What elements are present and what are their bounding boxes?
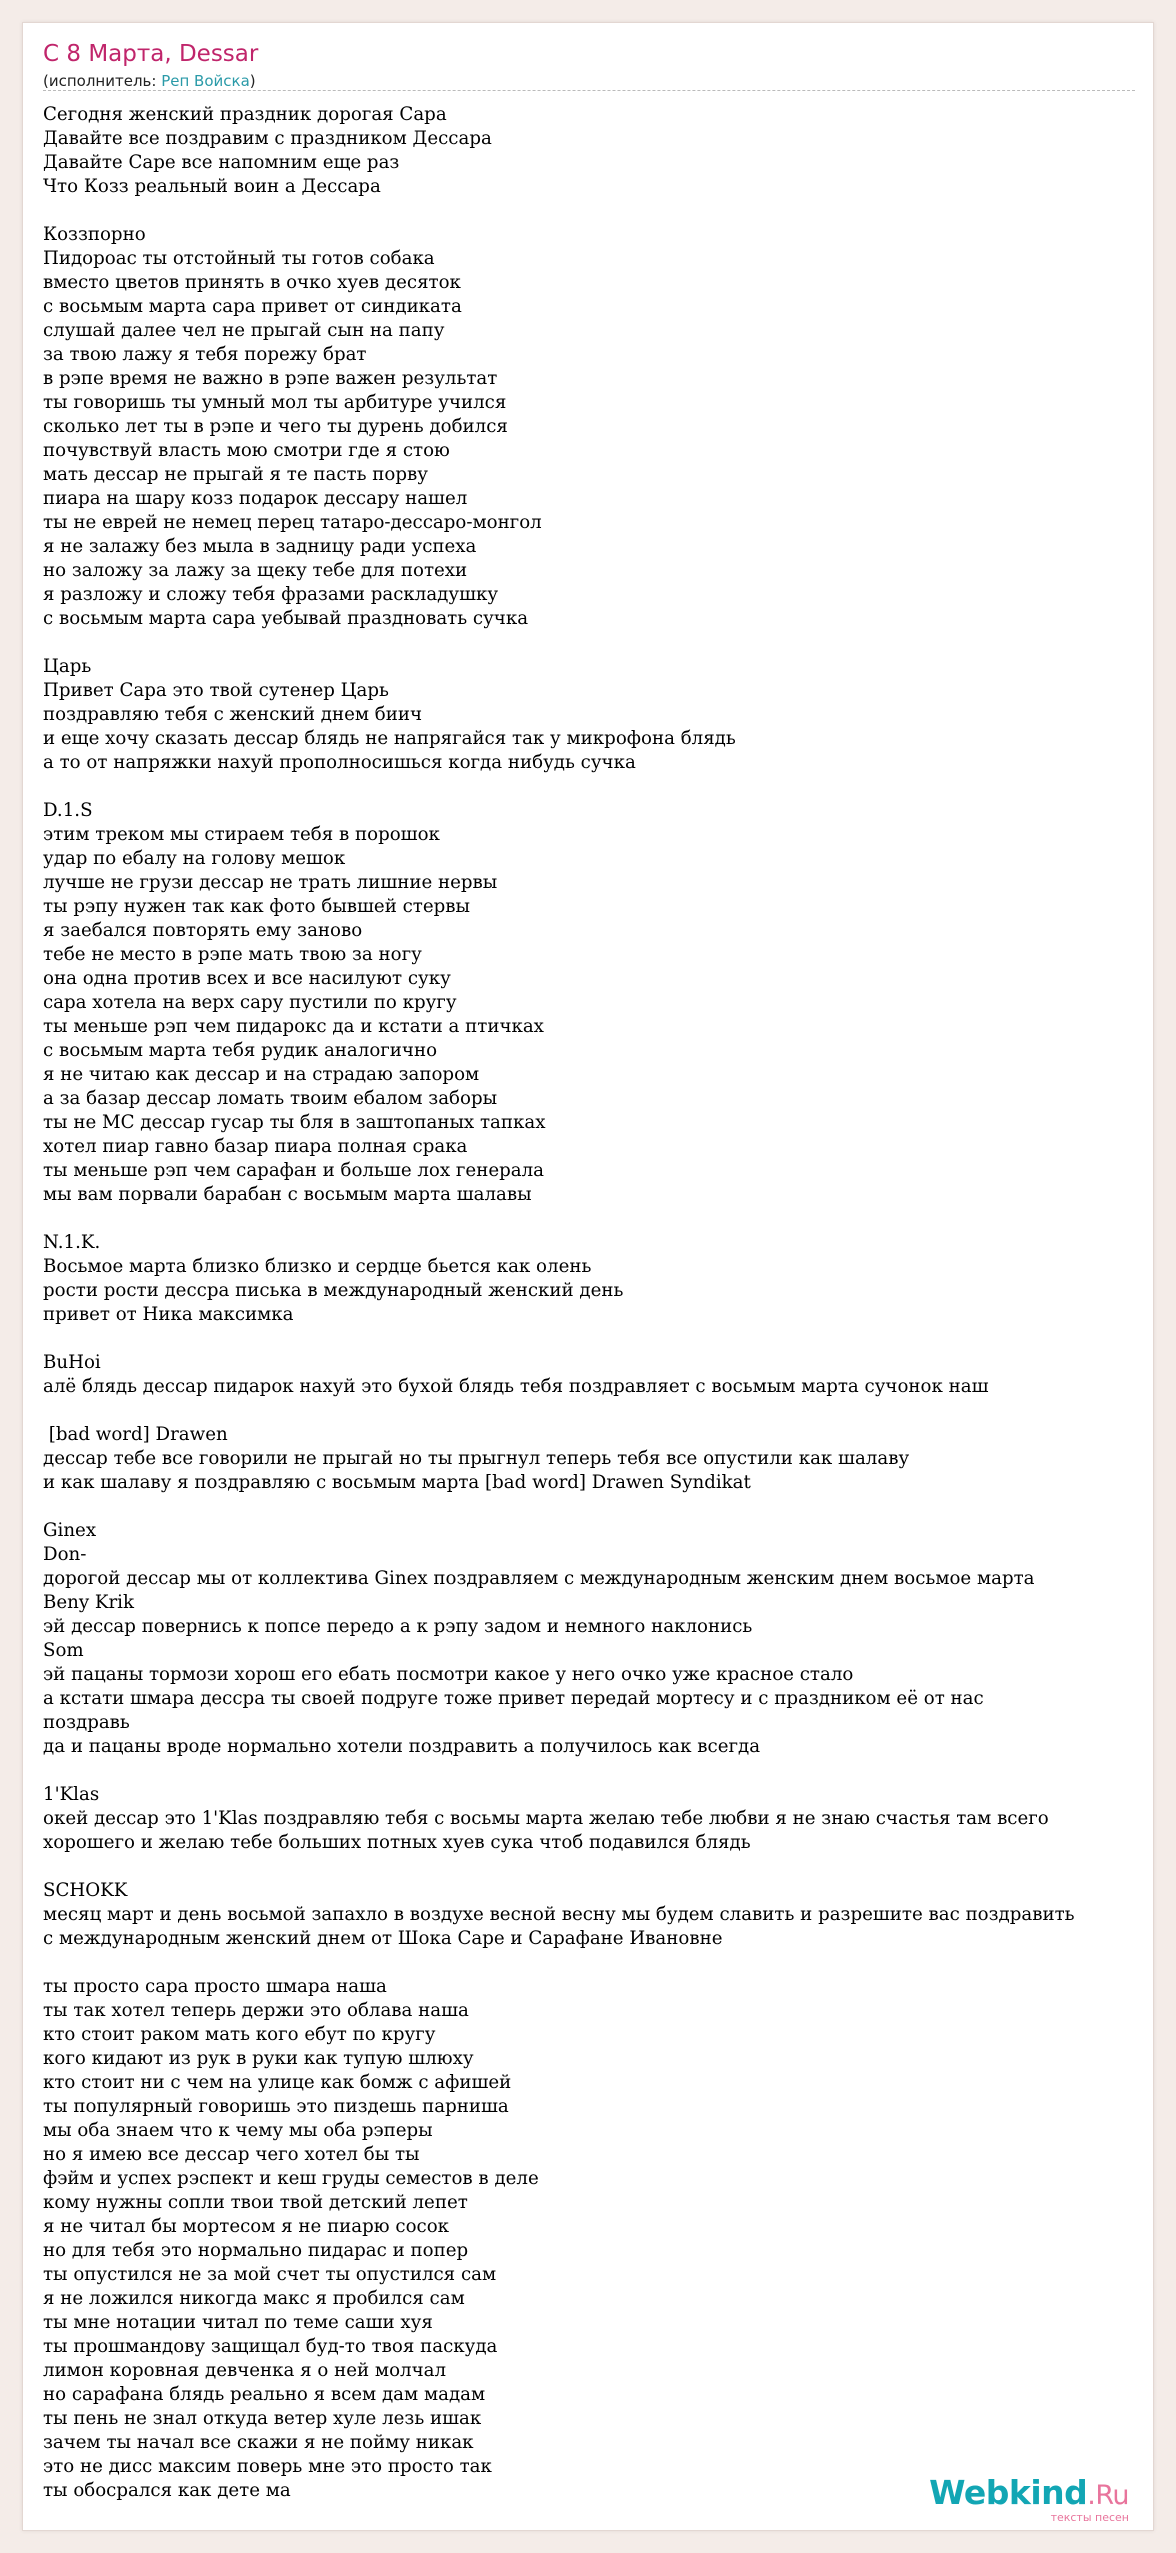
lyric-line: тебе не место в рэпе мать твою за ногу: [43, 944, 422, 965]
lyric-line: я не читал бы мортесом я не пиарю сосок: [43, 2216, 450, 2237]
logo-tagline: тексты песен: [1050, 2511, 1129, 2524]
lyric-line: Восьмое марта близко близко и сердце бьется как олень: [43, 1256, 592, 1277]
lyric-line: с международным женский днем от Шока Саре и Сарафане Ивановне: [43, 1928, 723, 1949]
song-title: С 8 Марта, Dessar: [43, 41, 259, 67]
lyric-line: Коззпорно: [43, 224, 146, 245]
lyric-line: я не ложился никогда макс я пробился сам: [43, 2288, 465, 2309]
performer-link[interactable]: Реп Войска: [161, 72, 250, 90]
lyric-line: Пидороас ты отстойный ты готов собака: [43, 248, 435, 269]
lyric-line: лимон коровная девченка я о ней молчал: [43, 2360, 446, 2381]
lyric-line: дорогой дессар мы от коллектива Ginex поздравляем с международным женским днем восьмое марта: [43, 1568, 1035, 1589]
lyric-line: кто стоит ни с чем на улице как бомж с афишей: [43, 2072, 512, 2093]
lyric-line: но сарафана блядь реально я всем дам мадам: [43, 2384, 486, 2405]
lyric-line: я разложу и сложу тебя фразами раскладушку: [43, 584, 499, 605]
lyric-line: ты меньше рэп чем сарафан и больше лох генерала: [43, 1160, 544, 1181]
performer-close: ): [249, 72, 256, 90]
lyric-line: [bad word] Drawen: [43, 1424, 228, 1445]
lyric-line: хотел пиар гавно базар пиара полная срака: [43, 1136, 468, 1157]
lyric-line: слушай далее чел не прыгай сын на папу: [43, 320, 445, 341]
lyric-line: поздравь: [43, 1712, 130, 1733]
lyric-line: но заложу за лажу за щеку тебе для потехи: [43, 560, 468, 581]
lyric-line: Som: [43, 1640, 84, 1661]
lyric-line: месяц март и день восьмой запахло в воздухе весной весну мы будем славить и разрешите вас поздравить: [43, 1904, 1075, 1925]
lyric-line: за твою лажу я тебя порежу брат: [43, 344, 367, 365]
lyric-line: Что Козз реальный воин а Дессара: [43, 176, 381, 197]
lyric-line: но я имею все дессар чего хотел бы ты: [43, 2144, 420, 2165]
lyric-line: ты прошмандову защищал буд-то твоя паскуда: [43, 2336, 498, 2357]
lyric-line: это не дисс максим поверь мне это просто так: [43, 2456, 492, 2477]
lyric-line: я не залажу без мыла в задницу ради успеха: [43, 536, 477, 557]
lyric-line: алё блядь дессар пидарок нахуй это бухой блядь тебя поздравляет с восьмым марта сучонок наш: [43, 1376, 989, 1397]
lyric-line: Царь: [43, 656, 92, 677]
lyric-line: зачем ты начал все скажи я не пойму никак: [43, 2432, 474, 2453]
lyric-line: окей дессар это 1'Klas поздравляю тебя с восьмы марта желаю тебе любви я не знаю счастья там всего: [43, 1808, 1049, 1829]
lyric-line: ты говоришь ты умный мол ты арбитуре учился: [43, 392, 507, 413]
lyric-line: кому нужны сопли твои твой детский лепет: [43, 2192, 468, 2213]
lyric-line: Ginex: [43, 1520, 97, 1541]
lyric-line: она одна против всех и все насилуют суку: [43, 968, 451, 989]
lyrics-page: [22, 22, 1154, 2531]
lyric-line: кого кидают из рук в руки как тупую шлюху: [43, 2048, 474, 2069]
lyric-line: почувствуй власть мою смотри где я стою: [43, 440, 450, 461]
lyric-line: а за базар дессар ломать твоим ебалом заборы: [43, 1088, 498, 1109]
lyric-line: ты просто сара просто шмара наша: [43, 1976, 387, 1997]
lyric-line: ты мне нотации читал по теме саши хуя: [43, 2312, 433, 2333]
lyric-line: лучше не грузи дессар не трать лишние нервы: [43, 872, 498, 893]
lyric-line: а кстати шмара дессра ты своей подруге тоже привет передай мортесу и с праздником её от нас: [43, 1688, 984, 1709]
lyric-line: Привет Сара это твой сутенер Царь: [43, 680, 389, 701]
lyric-line: этим треком мы стираем тебя в порошок: [43, 824, 440, 845]
lyric-line: и еще хочу сказать дессар блядь не напрягайся так у микрофона блядь: [43, 728, 736, 749]
lyric-line: Don-: [43, 1544, 87, 1565]
lyric-line: ты так хотел теперь держи это облава наша: [43, 2000, 469, 2021]
lyrics-text: [43, 103, 1153, 2503]
lyric-line: Давайте все поздравим с праздником Дессара: [43, 128, 492, 149]
lyric-line: ты обосрался как дете ма: [43, 2480, 291, 2501]
lyric-line: ты опустился не за мой счет ты опустился сам: [43, 2264, 497, 2285]
lyric-line: вместо цветов принять в очко хуев десяток: [43, 272, 461, 293]
lyric-line: рости рости дессра писька в международный женский день: [43, 1280, 624, 1301]
lyric-line: мы вам порвали барабан с восьмым марта шалавы: [43, 1184, 532, 1205]
lyric-line: SCHOKK: [43, 1880, 128, 1901]
lyric-line: мать дессар не прыгай я те пасть порву: [43, 464, 428, 485]
lyric-line: ты меньше рэп чем пидарокс да и кстати а птичках: [43, 1016, 544, 1037]
logo-brand-main: Webkind: [929, 2473, 1088, 2512]
lyric-line: Сегодня женский праздник дорогая Сара: [43, 104, 447, 125]
lyric-line: с восьмым марта тебя рудик аналогично: [43, 1040, 438, 1061]
logo-brand-suffix: .Ru: [1087, 2480, 1129, 2511]
lyric-line: ты популярный говоришь это пиздешь парниша: [43, 2096, 509, 2117]
lyric-line: с восьмым марта сара привет от синдиката: [43, 296, 462, 317]
lyric-line: кто стоит раком мать кого ебут по кругу: [43, 2024, 436, 2045]
lyric-line: в рэпе время не важно в рэпе важен результат: [43, 368, 498, 389]
lyric-line: фэйм и успех рэспект и кеш груды семестов в деле: [43, 2168, 539, 2189]
performer-line: [43, 72, 256, 90]
lyric-line: сара хотела на верх сару пустили по кругу: [43, 992, 457, 1013]
lyric-line: BuHoi: [43, 1352, 101, 1373]
lyric-line: привет от Ника максимка: [43, 1304, 294, 1325]
lyric-line: я не читаю как дессар и на страдаю запором: [43, 1064, 480, 1085]
lyric-line: Давайте Саре все напомним еще раз: [43, 152, 400, 173]
lyric-line: я заебался повторять ему заново: [43, 920, 363, 941]
lyric-line: ты рэпу нужен так как фото бывшей стервы: [43, 896, 470, 917]
lyric-line: поздравляю тебя с женский днем биич: [43, 704, 422, 725]
lyric-line: ты не МС дессар гусар ты бля в заштопаных тапках: [43, 1112, 546, 1133]
lyric-line: Beny Krik: [43, 1592, 135, 1613]
lyric-line: сколько лет ты в рэпе и чего ты дурень добился: [43, 416, 508, 437]
lyric-line: эй пацаны тормози хорош его ебать посмотри какое у него очко уже красное стало: [43, 1664, 854, 1685]
lyric-line: дессар тебе все говорили не прыгай но ты прыгнул теперь тебя все опустили как шалаву: [43, 1448, 910, 1469]
lyric-line: D.1.S: [43, 800, 93, 821]
lyric-line: хорошего и желаю тебе больших потных хуев сука чтоб подавился блядь: [43, 1832, 751, 1853]
webkind-logo[interactable]: [929, 2473, 1129, 2524]
lyric-line: с восьмым марта сара уебывай праздновать сучка: [43, 608, 529, 629]
lyric-line: да и пацаны вроде нормально хотели поздравить а получилось как всегда: [43, 1736, 761, 1757]
lyric-line: эй дессар повернись к попсе передо а к рэпу задом и немного наклонись: [43, 1616, 753, 1637]
lyric-line: мы оба знаем что к чему мы оба рэперы: [43, 2120, 433, 2141]
lyric-line: удар по ебалу на голову мешок: [43, 848, 346, 869]
lyric-line: ты пень не знал откуда ветер хуле лезь ишак: [43, 2408, 482, 2429]
lyric-line: N.1.K.: [43, 1232, 101, 1253]
lyric-line: но для тебя это нормально пидарас и попер: [43, 2240, 469, 2261]
lyric-line: ты не еврей не немец перец татаро-дессаро-монгол: [43, 512, 542, 533]
divider: [43, 90, 1135, 91]
lyric-line: и как шалаву я поздравляю с восьмым марта [bad word] Drawen Syndikat: [43, 1472, 751, 1493]
lyric-line: а то от напряжки нахуй прополносишься когда нибудь сучка: [43, 752, 636, 773]
performer-label: (исполнитель:: [43, 72, 162, 90]
logo-brand: [929, 2473, 1129, 2512]
lyric-line: пиара на шару козз подарок дессару нашел: [43, 488, 468, 509]
lyric-line: 1'Klas: [43, 1784, 100, 1805]
